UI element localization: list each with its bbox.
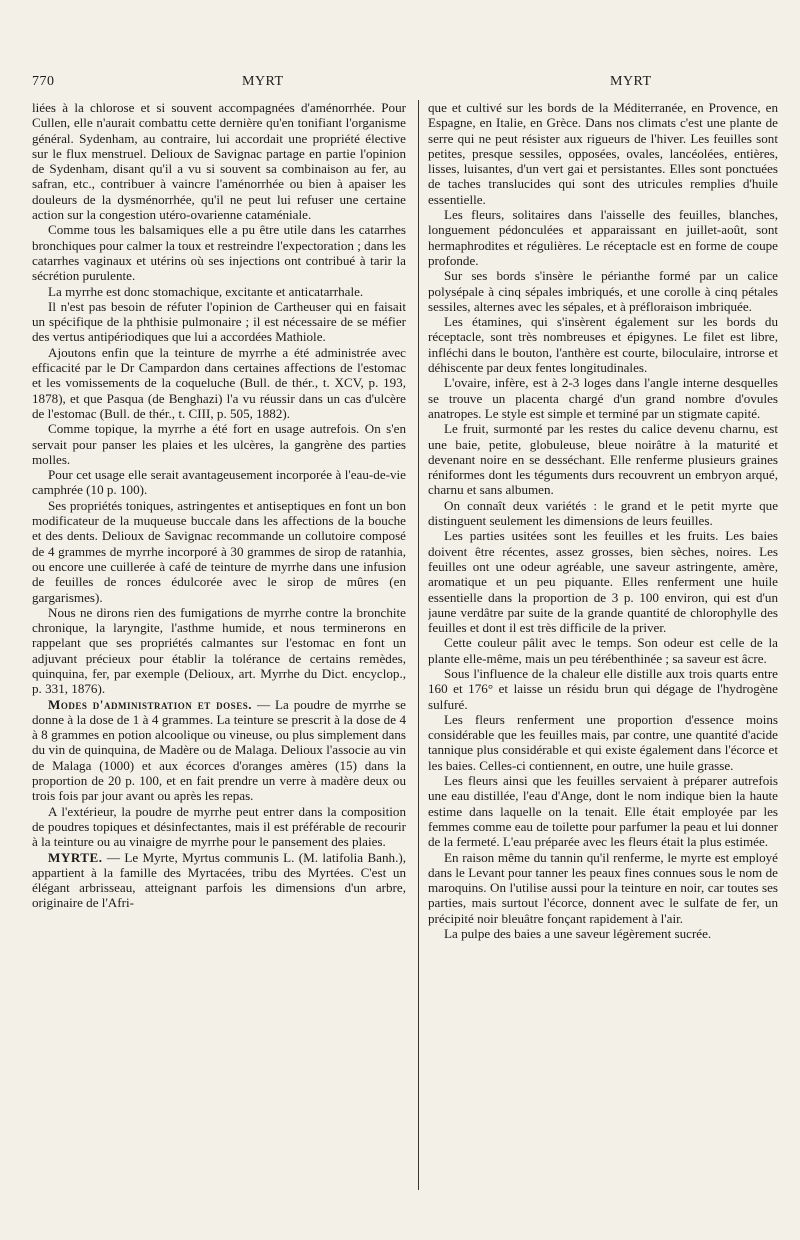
- paragraph-text: — Le Myrte, Myrtus communis L. (M. latifolia Banh.), appartient à la famille des Myrtacées, tribu des Myrtées. C'est un élégant arbrisseau, atteignant parfois les dimensions d'un arbre, originaire de l'Afri-: [32, 849, 406, 911]
- paragraph: Les fleurs renferment une proportion d'essence moins considérable que les feuilles mais, par contre, une quantité d'acide tannique plus considérable et qui existe également dans l'écorce et les baies. Celles-ci contiennent, en outre, une huile grasse.: [428, 711, 778, 773]
- paragraph: liées à la chlorose et si souvent accompagnées d'aménorrhée. Pour Cullen, elle n'aurait combattu cette dernière qu'en tonifiant l'organisme général. Sydenham, au contraire, lui accordait une propriété élective sur le flux menstruel. Delioux de Savignac partage en partie l'opinion de Sydenham, disant qu'il a vu si souvent sa combinaison au fer, au safran, etc., contribuer à vaincre l'aménorrhée ou bien à apaiser les douleurs de la dysménorrhée, qu'il ne peut lui refuser une certaine action sur la congestion utéro-ovarienne cataméniale.: [32, 100, 406, 223]
- paragraph-myrte: [32, 850, 406, 911]
- right-column: [428, 100, 778, 1200]
- left-column: [32, 100, 406, 1200]
- paragraph: Il n'est pas besoin de réfuter l'opinion de Cartheuser qui en faisait un spécifique de la phthisie pulmonaire ; il est nécessaire de se méfier des vertus antipériodiques que lui a accordées Mathiole.: [32, 298, 406, 345]
- page-header: [32, 74, 772, 96]
- paragraph: Les fleurs, solitaires dans l'aisselle des feuilles, blanches, longuement pédonculées et apparaissant en juillet-août, sont hermaphrodites et régulières. Le réceptacle est en forme de coupe profonde.: [428, 207, 778, 268]
- column-divider: [418, 100, 419, 1190]
- paragraph: Sous l'influence de la chaleur elle distille aux trois quarts entre 160 et 176° et laisse un résidu brun qui dégage de l'hydrogène sulfuré.: [428, 665, 778, 712]
- entry-heading: MYRTE.: [48, 849, 103, 865]
- paragraph: Les parties usitées sont les feuilles et les fruits. Les baies doivent être récentes, assez grosses, bien sèches, noires. Les feuilles ont une odeur agréable, une saveur astringente, amère, aromatique et un peu piquante. Elles renferment une huile essentielle dans la proportion de 3 p. 100 environ, qui est d'un jaune verdâtre par suite de la grande quantité de chlorophylle des feuilles et dont il est très difficile de la priver.: [428, 528, 778, 636]
- paragraph: Ses propriétés toniques, astringentes et antiseptiques en font un bon modificateur de la muqueuse buccale dans les affections de la bouche et des dents. Delioux de Savignac recommande un collutoire composé de 4 grammes de myrrhe incorporé à 30 grammes de sirop de ratanhia, ou encore une cuillerée à café de teinture de myrrhe dans une infusion de feuilles de ronces édulcorée avec le sirop de mûres (en gargarismes).: [32, 497, 406, 605]
- paragraph-text: — La poudre de myrrhe se donne à la dose de 1 à 4 grammes. La teinture se prescrit à la dose de 4 à 8 grammes en potion alcoolique ou vineuse, ou plus simplement dans du vin de quinquina, de Madère ou de Malaga. Delioux l'associe au vin de Malaga (1000) et aux écorces d'oranges amères (15) dans la proportion de 20 p. 100, et en fait prendre un verre à madère deux ou trois fois par jour avant ou après les repas.: [32, 696, 406, 804]
- paragraph: L'ovaire, infère, est à 2-3 loges dans l'angle interne desquelles se trouve un placenta chargé d'un grand nombre d'ovules anatropes. Le style est simple et terminé par un stigmate capité.: [428, 375, 778, 421]
- running-title-left: MYRT: [242, 74, 284, 89]
- section-heading: Modes d'administration et doses.: [48, 696, 252, 712]
- paragraph: Comme tous les balsamiques elle a pu être utile dans les catarrhes bronchiques pour calmer la toux et restreindre l'expectoration ; dans les catarrhes vaginaux et utérins où ses injections ont contribué à tarir la sécrétion purulente.: [32, 222, 406, 284]
- paragraph: La myrrhe est donc stomachique, excitante et anticatarrhale.: [48, 283, 364, 299]
- paragraph: En raison même du tannin qu'il renferme, le myrte est employé dans le Levant pour tanner les peaux fines connues sous le nom de maroquins. On l'utilise aussi pour la teinture en noir, car toutes ses parties, mais surtout l'écorce, donnent avec le sulfate de fer, un précipité noir bleuâtre fonçant rapidement à l'air.: [428, 849, 778, 926]
- paragraph: Sur ses bords s'insère le périanthe formé par un calice polysépale à cinq sépales imbriqués, et une corolle à cinq pétales sessiles, alternes avec les sépales, et à préfloraison imbriquée.: [428, 268, 778, 314]
- running-title-right: MYRT: [610, 74, 652, 89]
- paragraph: Cette couleur pâlit avec le temps. Son odeur est celle de la plante elle-même, mais un peu térébenthinée ; sa saveur est âcre.: [428, 635, 778, 666]
- paragraph: Ajoutons enfin que la teinture de myrrhe a été administrée avec efficacité par le Dr Campardon dans certaines affections de l'estomac et les vomissements de la coqueluche (Bull. de thér., t. XCV, p. 193, 1878), et que Pasqua (de Benghazi) l'a vu réussir dans un cas d'ulcère de l'estomac (Bull. de thér., t. CIII, p. 505, 1882).: [32, 344, 406, 421]
- paragraph: On connaît deux variétés : le grand et le petit myrte que distinguent seulement les dimensions de leurs feuilles.: [428, 497, 778, 529]
- paragraph: que et cultivé sur les bords de la Méditerranée, en Provence, en Espagne, en Italie, en Grèce. Dans nos climats c'est une plante de serre qui ne peut résister aux rigueurs de l'hiver. Les feuilles sont petites, presque sessiles, opposées, ovales, lancéolées, entières, lisses, luisantes, d'un vert gai et persistantes. Elles sont ponctuées de taches translucides qui sont des utricules remplies d'huile essentielle.: [428, 100, 778, 207]
- paragraph: Comme topique, la myrrhe a été fort en usage autrefois. On s'en servait pour panser les plaies et les ulcères, la gangrène des parties molles.: [32, 421, 406, 467]
- paragraph: Nous ne dirons rien des fumigations de myrrhe contre la bronchite chronique, la laryngite, l'asthme humide, et nous terminerons en rappelant que ses propriétés calmantes sur l'estomac en font un adjuvant précieux pour établir la tolérance de certains remèdes, quinquina, fer, par exemple (Delioux, art. Myrrhe du Dict. encyclop., p. 331, 1876).: [32, 604, 406, 697]
- paragraph: La pulpe des baies a une saveur légèrement sucrée.: [444, 926, 712, 942]
- paragraph: Les fleurs ainsi que les feuilles servaient à préparer autrefois une eau distillée, l'eau d'Ange, dont le nom indique bien la haute estime dans laquelle on la tenait. Elle était employée par les femmes comme eau de toilette pour parfumer la peau et lui donner de la fermeté. L'eau préparée avec les fleurs était la plus estimée.: [428, 773, 778, 850]
- page-number: 770: [32, 74, 55, 89]
- paragraph-doses: [32, 697, 406, 804]
- paragraph: Le fruit, surmonté par les restes du calice devenu charnu, est une baie, petite, globuleuse, bleue noirâtre à la maturité et devenant noire en se desséchant. Elle renferme plusieurs graines réniformes dont les téguments durs recouvrent un embryon arqué, charnu et sans albumen.: [428, 421, 778, 498]
- paragraph: Les étamines, qui s'insèrent également sur les bords du réceptacle, sont très nombreuses et épigynes. Le filet est libre, infléchi dans le bouton, l'anthère est courte, biloculaire, introrse et déhiscente par deux fentes longitudinales.: [428, 314, 778, 376]
- paragraph: A l'extérieur, la poudre de myrrhe peut entrer dans la composition de poudres topiques et désinfectantes, mais il est préférable de recourir à la teinture ou au vinaigre de myrrhe pour le pansement des plaies.: [32, 803, 406, 850]
- paragraph: Pour cet usage elle serait avantageusement incorporée à l'eau-de-vie camphrée (10 p. 100).: [32, 467, 406, 498]
